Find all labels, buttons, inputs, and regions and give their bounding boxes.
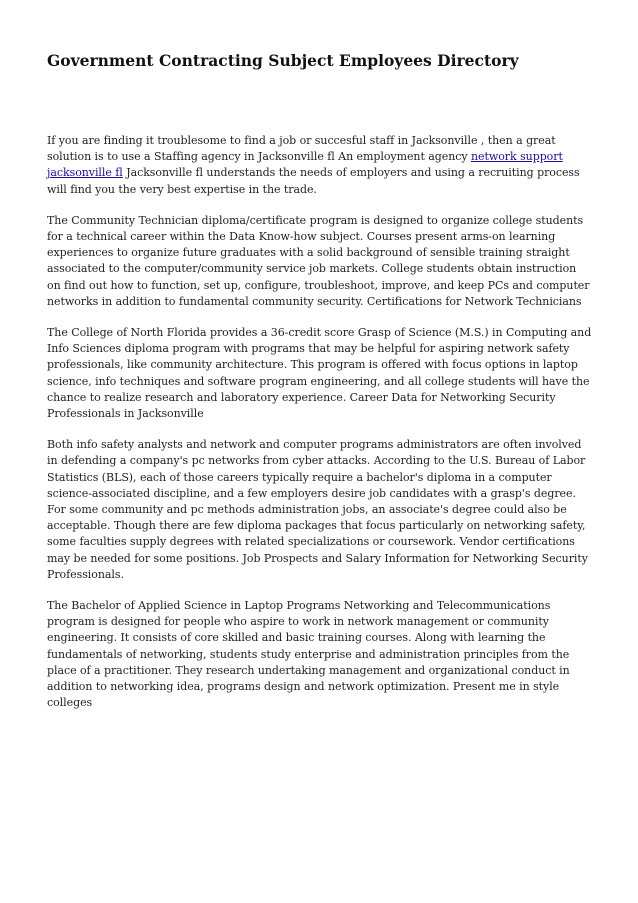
- paragraph-intro-text-after: Jacksonville fl understands the needs of employers and using a recruiting process will find you the very best expertise in the trade.: [47, 166, 580, 196]
- paragraph-intro-text-before: If you are finding it troublesome to find a job or succesful staff in Jacksonville , then a great solution is to use a Staffing agency in Jacksonville fl An employment agency: [47, 134, 556, 164]
- page-title: Government Contracting Subject Employees Directory: [47, 51, 519, 70]
- network-support-link[interactable]: network support jacksonville fl: [47, 150, 563, 180]
- paragraph-technician-program: The Community Technician diploma/certificate program is designed to organize college students for a technical career within the Data Know-how subject. Courses present arms-on learning experiences to organize future graduates with a solid background of sensible training straight associated to the computer/community service job markets. College students obtain instruction on find out how to function, set up, configure, troubleshoot, improve, and keep PCs and computer networks in addition to fundamental community security. Certifications for Network Technicians: [47, 213, 590, 308]
- document-body: [47, 133, 593, 712]
- paragraph-security-analysts: Both info safety analysts and network and computer programs administrators are often involved in defending a company's pc networks from cyber attacks. According to the U.S. Bureau of Labor Statistics (BLS), each of those careers typically require a bachelor's diploma in a computer science-associated discipline, and a few employers desire job candidates with a grasp's degree. For some community and pc methods administration jobs, an associate's degree could also be acceptable. Though there are few diploma packages that focus particularly on networking safety, some faculties supply degrees with related specializations or coursework. Vendor certifications may be needed for some positions. Job Prospects and Salary Information for Networking Security Professionals.: [47, 438, 588, 581]
- paragraph-bachelor-program: The Bachelor of Applied Science in Laptop Programs Networking and Telecommunications program is designed for people who aspire to work in network management or community engineering. It consists of core skilled and basic training courses. Along with learning the fundamentals of networking, students study enterprise and administration principles from the place of a practitioner. They research undertaking management and organizational conduct in addition to networking idea, programs design and network optimization. Present me in style colleges: [47, 599, 570, 710]
- paragraph-north-florida: The College of North Florida provides a 36-credit score Grasp of Science (M.S.) in Computing and Info Sciences diploma program with programs that may be helpful for aspiring network safety professionals, like community architecture. This program is offered with focus options in laptop science, info techniques and software program engineering, and all college students will have the chance to realize research and laboratory experience. Career Data for Networking Security Professionals in Jacksonville: [47, 326, 592, 421]
- paragraph-intro: [47, 133, 593, 198]
- document-page: [47, 50, 593, 727]
